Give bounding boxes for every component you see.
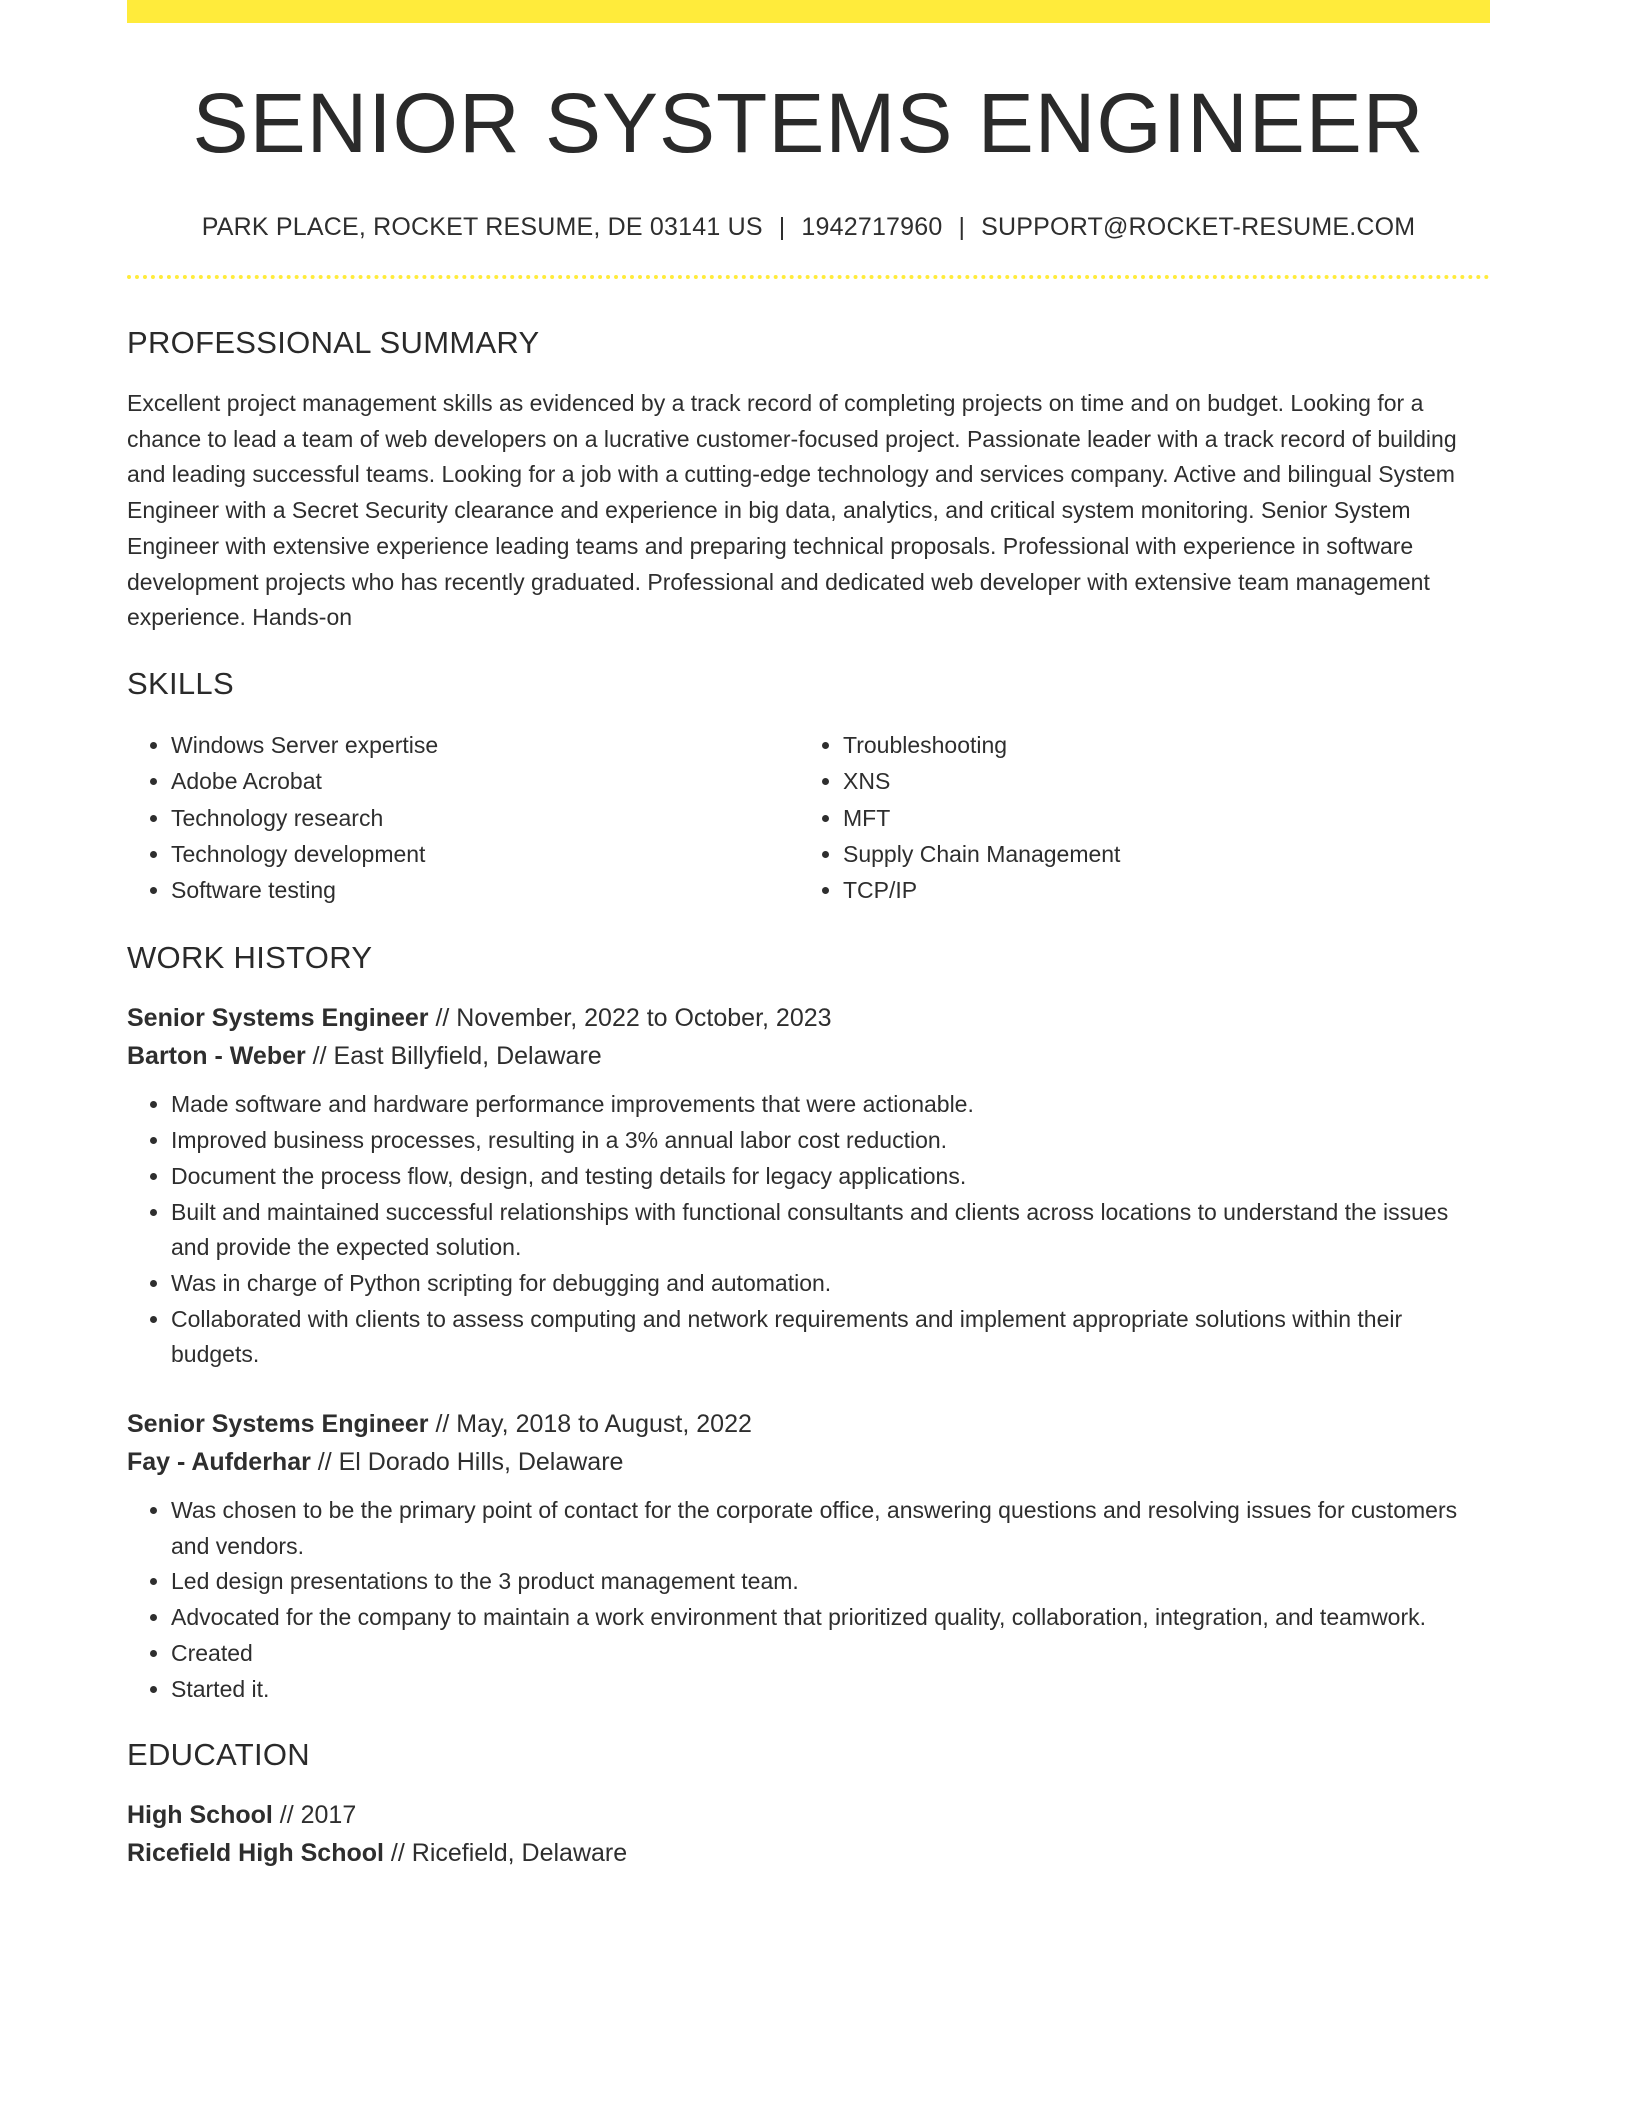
education-location: // Ricefield, Delaware [383,1839,628,1868]
skills-column-right [799,727,1471,908]
work-history-heading: WORK HISTORY [127,940,373,976]
job-bullet: • Advocated for the company to maintain a work environment that prioritized quality, collaboration, integration, and teamwork. [171,1600,1490,1636]
job-bullet: • Was chosen to be the primary point of contact for the corporate office, answering questions and resolving issues for customers and vendors. [171,1493,1490,1564]
contact-address: PARK PLACE, ROCKET RESUME, DE 03141 US [201,213,763,241]
job-company-line [127,1037,1490,1075]
dotted-divider [127,275,1490,279]
job-bullet: • Collaborated with clients to assess computing and network requirements and implement appropriate solutions within their budgets. [171,1302,1490,1373]
job-dates: // November, 2022 to October, 2023 [428,1004,832,1033]
contact-line [127,215,1490,240]
skill-item: • Technology development [171,836,799,872]
skill-item: • Adobe Acrobat [171,763,799,799]
job-title-line [127,999,1490,1037]
skill-item: • MFT [843,800,1471,836]
job-location: // East Billyfield, Delaware [305,1042,602,1071]
job-header [127,1405,1490,1481]
skills-heading: SKILLS [127,665,234,701]
job-title: Senior Systems Engineer [127,1410,429,1439]
education-school-line [127,1834,1490,1872]
contact-phone: 1942717960 [801,213,943,241]
job-bullet: • Made software and hardware performance improvements that were actionable. [171,1087,1490,1123]
job-dates: // May, 2018 to August, 2022 [428,1410,752,1439]
education-year: // 2017 [272,1801,357,1830]
job-title: Senior Systems Engineer [127,1004,429,1033]
job-company: Fay - Aufderhar [127,1448,311,1477]
job-company: Barton - Weber [127,1042,306,1071]
education-degree: High School [127,1801,273,1830]
education-degree-line [127,1796,1490,1834]
contact-separator: | [958,213,966,241]
job-bullet: • Built and maintained successful relationships with functional consultants and clients across locations to understand the issues and provide the expected solution. [171,1195,1490,1266]
job-bullet: • Created [171,1636,1490,1672]
skill-item: • TCP/IP [843,872,1471,908]
skills-column-left [127,727,799,908]
resume-page [127,0,1490,1872]
contact-email: SUPPORT@ROCKET-RESUME.COM [981,213,1416,241]
job-title-line [127,1405,1490,1443]
accent-top-bar [127,0,1490,23]
skill-item: • Supply Chain Management [843,836,1471,872]
job-bullets [127,1087,1490,1373]
skill-item: • XNS [843,763,1471,799]
skill-item: • Windows Server expertise [171,727,799,763]
education-heading: EDUCATION [127,1737,310,1773]
resume-title: SENIOR SYSTEMS ENGINEER [192,76,1425,170]
skill-item: • Troubleshooting [843,727,1471,763]
skill-item: • Software testing [171,872,799,908]
job-bullet: • Started it. [171,1672,1490,1708]
summary-text: Excellent project management skills as evidenced by a track record of completing projects on time and on budget. Looking for a chance to lead a team of web developers on a lucrative customer-focused project. Passionate leader with a track record of building and leading successful teams. Looking for a job with a cutting-edge technology and services company. Active and bilingual System Engineer with a Secret Security clearance and experience in big data, analytics, and critical system monitoring. Senior System Engineer with extensive experience leading teams and preparing technical proposals. Professional with experience in software development projects who has recently graduated. Professional and dedicated web developer with extensive team management experience. Hands-on [127,390,1457,631]
job-bullet: • Document the process flow, design, and testing details for legacy applications. [171,1159,1490,1195]
summary-heading: PROFESSIONAL SUMMARY [127,325,540,360]
education-school: Ricefield High School [127,1839,384,1868]
job-bullet: • Led design presentations to the 3 product management team. [171,1564,1490,1600]
skill-item: • Technology research [171,800,799,836]
job-bullet: • Improved business processes, resulting in a 3% annual labor cost reduction. [171,1123,1490,1159]
contact-separator: | [778,213,786,241]
skills-list [127,727,1490,908]
job-company-line [127,1443,1490,1481]
job-bullets [127,1493,1490,1707]
job-header [127,999,1490,1075]
education-entry [127,1796,1490,1872]
job-location: // El Dorado Hills, Delaware [310,1448,624,1477]
job-bullet: • Was in charge of Python scripting for debugging and automation. [171,1266,1490,1302]
